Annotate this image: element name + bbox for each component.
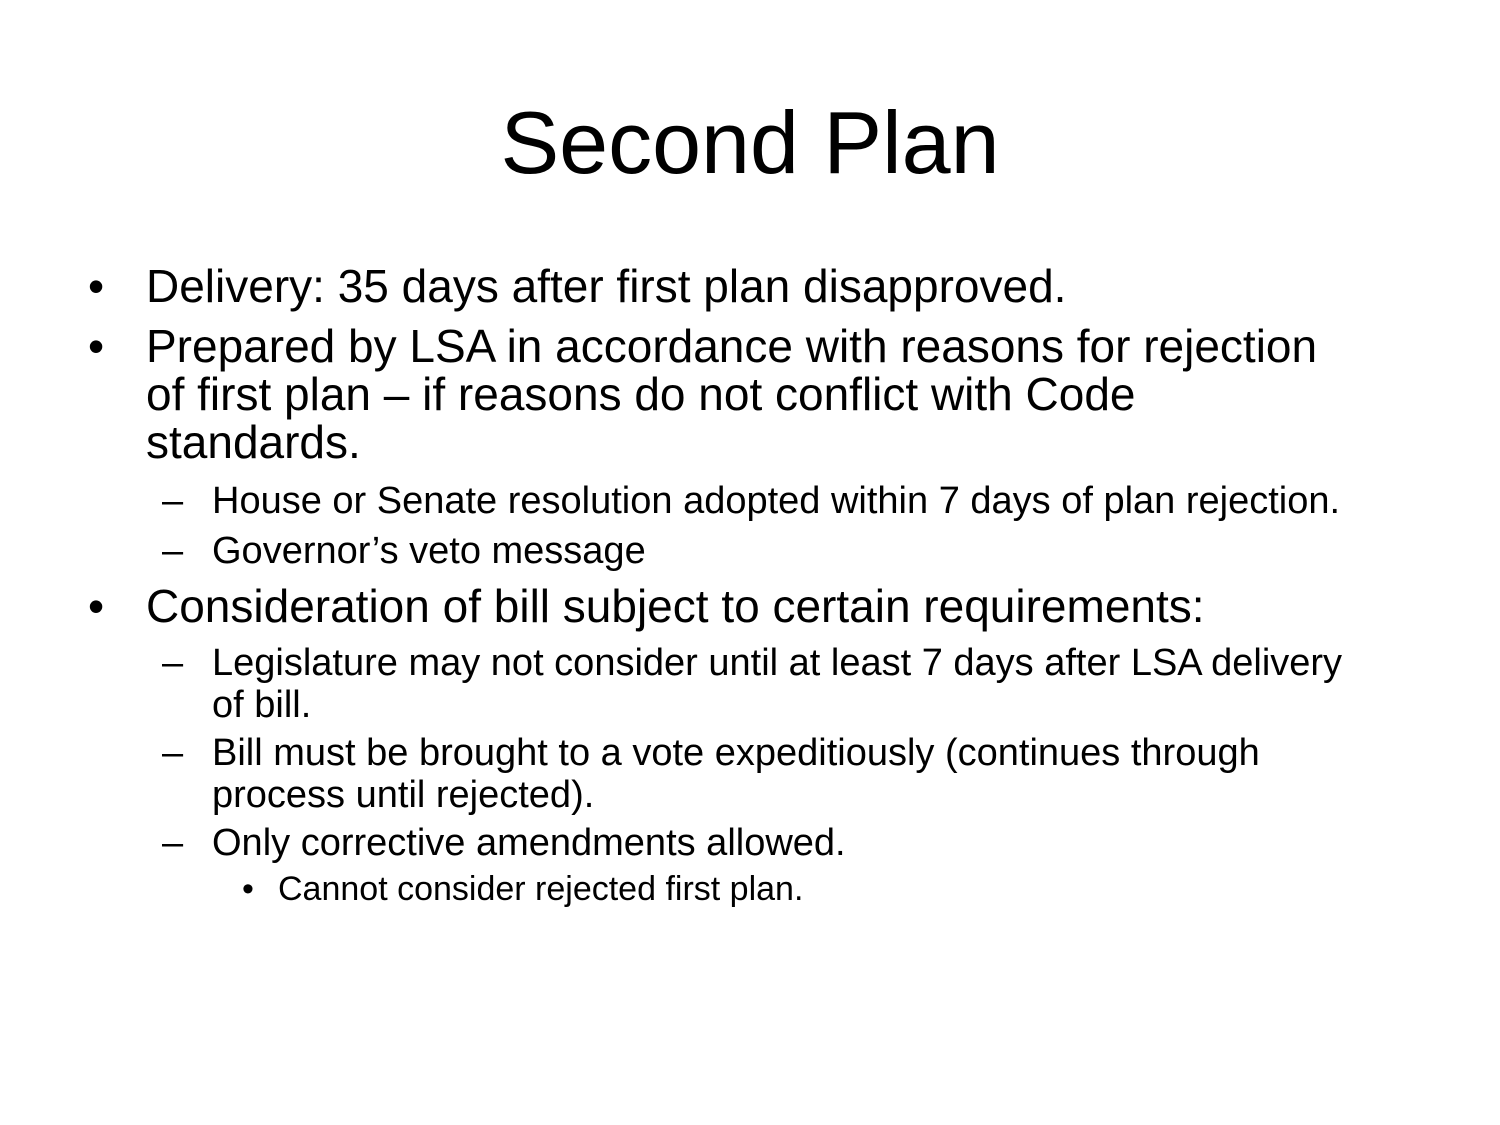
sub-bullet-text: Bill must be brought to a vote expeditiously (continues through process until rejected). bbox=[212, 732, 1260, 816]
sub-bullet-item bbox=[0, 480, 1500, 522]
bullet-marker: • bbox=[88, 320, 105, 372]
bullet-marker: • bbox=[88, 260, 105, 312]
dash-marker: – bbox=[162, 530, 184, 572]
bullet-item bbox=[0, 322, 1500, 466]
dash-marker: – bbox=[162, 822, 184, 864]
bullet-item bbox=[0, 262, 1500, 310]
bullet-marker: • bbox=[88, 580, 105, 632]
dash-marker: – bbox=[162, 732, 184, 774]
sub-bullet-item bbox=[0, 530, 1500, 572]
sub-bullet-text: Governor’s veto message bbox=[212, 530, 646, 572]
bullet-item bbox=[0, 582, 1500, 630]
sub-bullet-text: Only corrective amendments allowed. bbox=[212, 822, 846, 864]
sub-bullet-text: House or Senate resolution adopted within 7 days of plan rejection. bbox=[212, 480, 1341, 522]
sub-bullet-item bbox=[0, 642, 1500, 726]
dash-marker: – bbox=[162, 642, 184, 684]
sub-bullet-marker: • bbox=[242, 870, 254, 908]
sub-sub-bullet-item bbox=[0, 870, 1500, 908]
slide-title: Second Plan bbox=[500, 93, 1000, 192]
sub-bullet-text: Legislature may not consider until at least 7 days after LSA delivery of bill. bbox=[212, 642, 1343, 726]
dash-marker: – bbox=[162, 480, 184, 522]
sub-bullet-item bbox=[0, 732, 1500, 816]
bullet-text: Delivery: 35 days after first plan disapproved. bbox=[146, 260, 1067, 312]
sub-sub-bullet-text: Cannot consider rejected first plan. bbox=[278, 870, 804, 908]
bullet-text: Consideration of bill subject to certain requirements: bbox=[146, 580, 1205, 632]
bullet-text: Prepared by LSA in accordance with reasons for rejection of first plan – if reasons do not conflict with Code standards. bbox=[146, 320, 1318, 468]
sub-bullet-item bbox=[0, 822, 1500, 864]
bullet-list bbox=[0, 262, 1500, 908]
